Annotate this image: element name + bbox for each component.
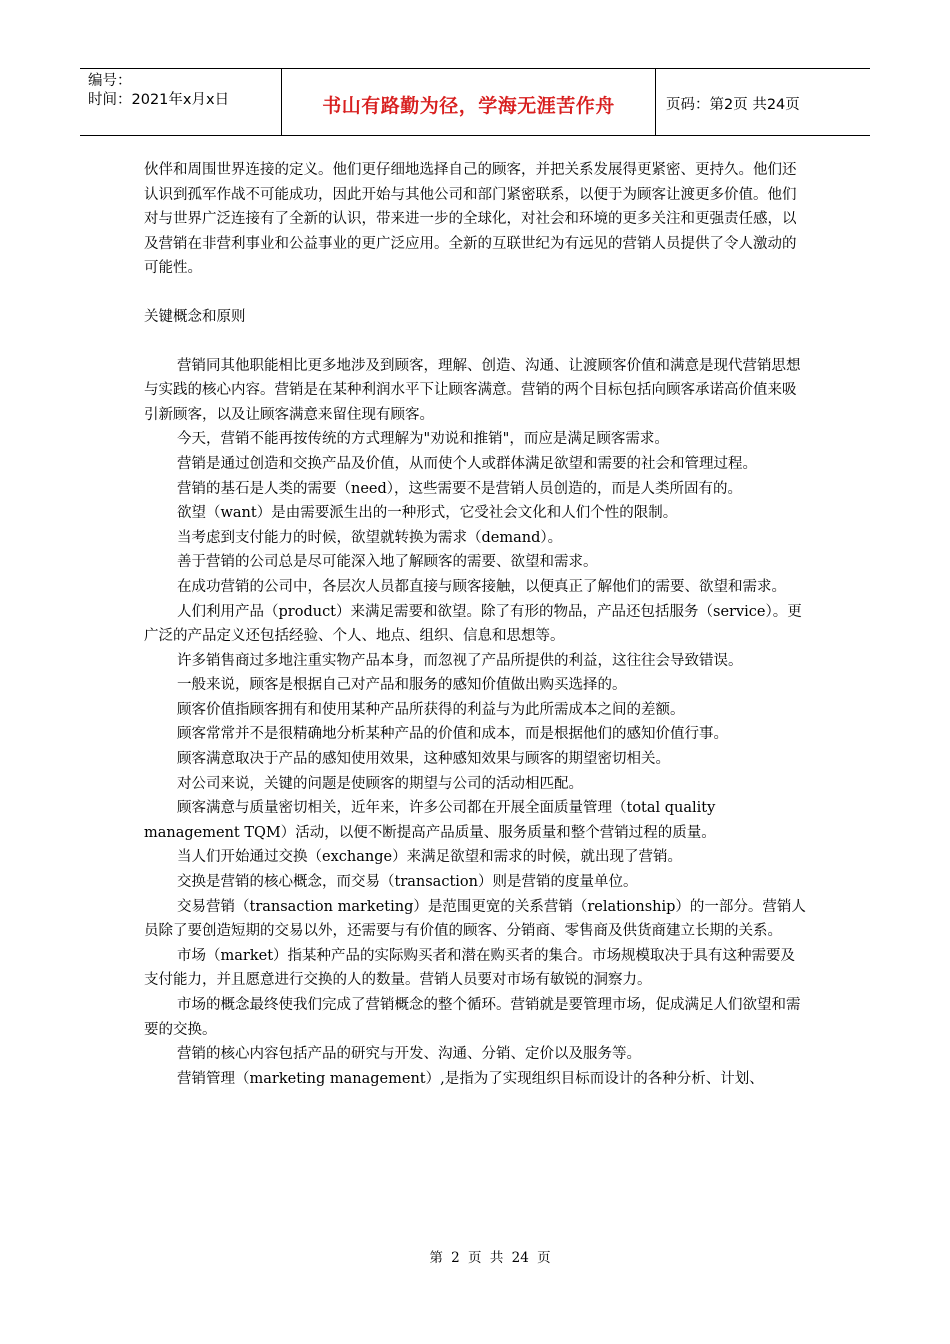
body-paragraph: 伙伴和周围世界连接的定义。他们更仔细地选择自己的顾客，并把关系发展得更紧密、更持久。他们还认识到孤军作战不可能成功，因此开始与其他公司和部门紧密联系，以便于为顾客让渡更多价值。他们对与世界广泛连接有了全新的认识，带来进一步的全球化，对社会和环境的更多关注和更强责任感，以及营销在非营利事业和公益事业的更广泛应用。全新的互联世纪为有远见的营销人员提供了令人激动的可能性。 xyxy=(144,162,797,277)
header-motto: 书山有路勤为径，学海无涯苦作舟 xyxy=(282,69,656,135)
body-paragraph: 当考虑到支付能力的时候，欲望就转换为需求（demand）。 xyxy=(177,529,563,546)
body-paragraph: 营销的基石是人类的需要（need），这些需要不是营销人员创造的，而是人类所固有的。 xyxy=(177,480,743,497)
document-date: 时间：2021年x月x日 xyxy=(88,92,230,108)
header-meta xyxy=(80,69,282,135)
body-paragraph: 一般来说，顾客是根据自己对产品和服务的感知价值做出购买选择的。 xyxy=(177,677,627,694)
body-paragraph: 顾客常常并不是很精确地分析某种产品的价值和成本，而是根据他们的感知价值行事。 xyxy=(177,726,728,743)
body-paragraph: 欲望（want）是由需要派生出的一种形式，它受社会文化和人们个性的限制。 xyxy=(177,505,678,522)
body-paragraph: 在成功营销的公司中，各层次人员都直接与顾客接触，以便真正了解他们的需要、欲望和需求。 xyxy=(177,578,786,595)
document-body xyxy=(144,158,808,1091)
body-paragraph: 顾客价值指顾客拥有和使用某种产品所获得的利益与为此所需成本之间的差额。 xyxy=(177,701,685,718)
body-paragraph: 当人们开始通过交换（exchange）来满足欲望和需求的时候，就出现了营销。 xyxy=(177,849,683,866)
body-paragraph: 市场（market）指某种产品的实际购买者和潜在购买者的集合。市场规模取决于具有这种需要及支付能力，并且愿意进行交换的人的数量。营销人员要对市场有敏锐的洞察力。 xyxy=(144,947,796,989)
body-paragraph: 人们利用产品（product）来满足需要和欲望。除了有形的物品，产品还包括服务（service）。更广泛的产品定义还包括经验、个人、地点、组织、信息和思想等。 xyxy=(144,603,802,645)
body-paragraph: 营销管理（marketing management）,是指为了实现组织目标而设计的各种分析、计划、 xyxy=(177,1070,764,1087)
page-footer: 第 2 页 共 24 页 xyxy=(429,1250,551,1266)
body-paragraph: 营销是通过创造和交换产品及价值，从而使个人或群体满足欲望和需要的社会和管理过程。 xyxy=(177,455,757,472)
body-paragraph: 顾客满意取决于产品的感知使用效果，这种感知效果与顾客的期望密切相关。 xyxy=(177,751,670,768)
body-paragraph: 市场的概念最终使我们完成了营销概念的整个循环。营销就是要管理市场，促成满足人们欲望和需要的交换。 xyxy=(144,997,801,1038)
body-paragraph: 今天，营销不能再按传统的方式理解为"劝说和推销"，而应是满足顾客需求。 xyxy=(177,431,669,448)
body-paragraph: 营销同其他职能相比更多地涉及到顾客，理解、创造、沟通、让渡顾客价值和满意是现代营销思想与实践的核心内容。营销是在某种利润水平下让顾客满意。营销的两个目标包括向顾客承诺高价值来吸引新顾客，以及让顾客满意来留住现有顾客。 xyxy=(144,357,801,423)
document-header xyxy=(80,68,870,136)
body-paragraph: 对公司来说，关键的问题是使顾客的期望与公司的活动相匹配。 xyxy=(177,775,583,792)
body-paragraph: 善于营销的公司总是尽可能深入地了解顾客的需要、欲望和需求。 xyxy=(177,554,598,571)
header-page-info: 页码：第2页 共24页 xyxy=(666,96,800,113)
body-paragraph: 交换是营销的核心概念，而交易（transaction）则是营销的度量单位。 xyxy=(177,874,638,891)
body-paragraph: 顾客满意与质量密切相关，近年来，许多公司都在开展全面质量管理（total quality management TQM）活动，以便不断提高产品质量、服务质量和整个营销过程的质量。 xyxy=(144,800,716,841)
body-paragraph: 营销的核心内容包括产品的研究与开发、沟通、分销、定价以及服务等。 xyxy=(177,1046,641,1063)
body-paragraph: 交易营销（transaction marketing）是范围更宽的关系营销（relationship）的一部分。营销人员除了要创造短期的交易以外，还需要与有价值的顾客、分销商、零售商及供货商建立长期的关系。 xyxy=(144,898,806,940)
section-heading: 关键概念和原则 xyxy=(144,308,246,325)
body-paragraph: 许多销售商过多地注重实物产品本身，而忽视了产品所提供的利益，这往往会导致错误。 xyxy=(177,652,743,669)
document-number-label: 编号： xyxy=(88,73,132,89)
